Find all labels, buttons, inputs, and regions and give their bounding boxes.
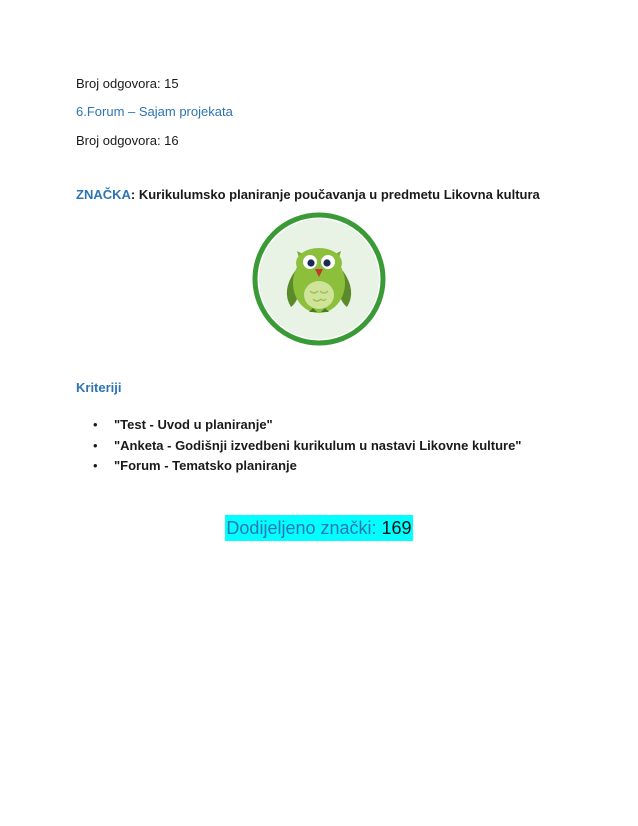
list-item xyxy=(93,415,521,436)
response-count-1: Broj odgovora: 15 xyxy=(76,76,179,91)
criteria-list xyxy=(93,415,521,477)
badge-prefix: ZNAČKA xyxy=(76,187,131,202)
criteria-heading: Kriteriji xyxy=(76,380,122,395)
forum-title: 6.Forum – Sajam projekata xyxy=(76,104,233,119)
criteria-item-text: "Test - Uvod u planiranje" xyxy=(114,417,273,432)
bullet-icon: • xyxy=(93,437,98,453)
badge-separator: : xyxy=(130,187,139,202)
criteria-item-text: "Forum - Tematsko planiranje xyxy=(114,458,297,473)
bullet-icon: • xyxy=(93,458,98,473)
awarded-label: Dodijeljeno znački: xyxy=(226,518,382,538)
response-count-2: Broj odgovora: 16 xyxy=(76,133,179,148)
list-item xyxy=(93,456,521,477)
awarded-count-row xyxy=(0,515,638,541)
list-item xyxy=(93,436,521,457)
badge-heading xyxy=(76,187,540,203)
criteria-item-text: "Anketa - Godišnji izvedbeni kurikulum u nastavi Likovne kulture" xyxy=(114,437,522,453)
awarded-count: 169 xyxy=(381,518,412,538)
badge-title: Kurikulumsko planiranje poučavanja u predmetu Likovna kultura xyxy=(138,187,540,202)
awarded-highlight xyxy=(225,515,412,541)
bullet-icon: • xyxy=(93,417,98,432)
owl-badge-icon xyxy=(251,211,387,347)
